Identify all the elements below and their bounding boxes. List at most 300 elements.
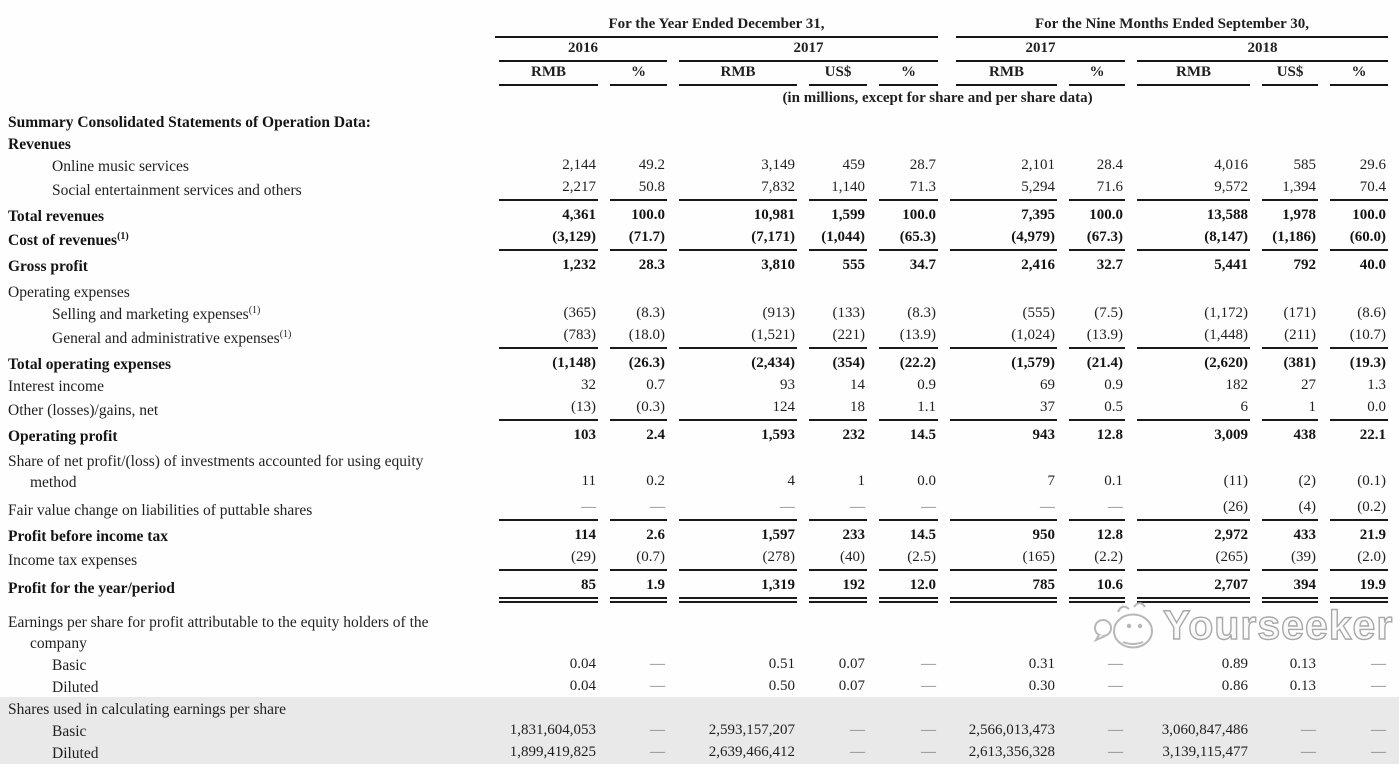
row-label: Profit for the year/period bbox=[8, 580, 175, 597]
value-cell: (365) bbox=[563, 305, 596, 321]
value-cell bbox=[867, 133, 938, 155]
value-cell: — bbox=[850, 722, 865, 738]
value-cell: (1,579) bbox=[1011, 355, 1056, 371]
value-cell: (3,129) bbox=[487, 227, 598, 251]
value-cell: (165) bbox=[938, 547, 1057, 571]
value-cell: 40.0 bbox=[1359, 257, 1387, 273]
value-cell bbox=[938, 698, 1057, 720]
value-cell: 950 bbox=[1032, 527, 1056, 543]
value-cell: 4,361 bbox=[562, 207, 596, 223]
value-cell: 0.86 bbox=[1221, 678, 1249, 694]
value-cell: — bbox=[921, 744, 937, 760]
value-cell: (7.5) bbox=[1094, 305, 1124, 321]
row-label: Diluted bbox=[52, 745, 99, 762]
value-cell: 14.5 bbox=[909, 527, 937, 543]
value-cell: — bbox=[1057, 493, 1125, 521]
value-cell: 29.6 bbox=[1359, 157, 1387, 173]
value-cell: 28.7 bbox=[909, 157, 937, 173]
value-cell: (2,620) bbox=[1204, 355, 1249, 371]
value-cell bbox=[1318, 111, 1388, 133]
value-cell: — bbox=[650, 656, 665, 672]
value-cell: 0.0 bbox=[1318, 397, 1388, 421]
value-cell: 12.0 bbox=[867, 571, 938, 599]
table-header bbox=[8, 14, 1388, 111]
value-cell: 18 bbox=[797, 397, 867, 421]
row-label: Revenues bbox=[8, 136, 71, 153]
value-cell: 5,441 bbox=[1214, 257, 1249, 273]
value-cell: 2.4 bbox=[646, 427, 665, 443]
value-cell: 22.1 bbox=[1359, 427, 1387, 443]
table-row bbox=[8, 571, 1388, 599]
value-cell: (1,148) bbox=[552, 355, 596, 371]
value-cell: 433 bbox=[1293, 527, 1317, 543]
value-cell: 2,639,466,412 bbox=[708, 744, 795, 760]
value-cell: — bbox=[1301, 744, 1317, 760]
value-cell: 0.5 bbox=[1057, 397, 1125, 421]
table-row bbox=[8, 349, 1388, 375]
value-cell: 2,613,356,328 bbox=[968, 744, 1056, 760]
value-cell: 11 bbox=[581, 473, 596, 489]
value-cell: 1,394 bbox=[1250, 177, 1318, 201]
row-label: Cost of revenues$^{(1)}$ bbox=[8, 230, 129, 249]
value-cell bbox=[1057, 133, 1125, 155]
value-cell: (211) bbox=[1250, 325, 1318, 349]
value-cell bbox=[1250, 133, 1318, 155]
year-header: 2016 bbox=[487, 38, 667, 62]
table-row bbox=[8, 676, 1388, 698]
value-cell: 3,149 bbox=[761, 157, 795, 173]
value-cell bbox=[667, 133, 797, 155]
label-column-spacer bbox=[8, 62, 487, 86]
value-cell: 124 bbox=[667, 397, 797, 421]
table-row bbox=[8, 654, 1388, 676]
value-cell bbox=[797, 277, 867, 303]
value-cell bbox=[667, 698, 797, 720]
value-cell: 2,144 bbox=[562, 157, 596, 173]
value-cell: — bbox=[1371, 722, 1387, 738]
value-cell: 1.9 bbox=[598, 571, 667, 599]
value-cell: 0.13 bbox=[1289, 678, 1317, 694]
value-cell: 1,597 bbox=[761, 527, 795, 543]
value-cell: — bbox=[650, 678, 665, 694]
value-cell bbox=[938, 277, 1057, 303]
value-cell: — bbox=[650, 744, 665, 760]
table-row bbox=[8, 698, 1388, 720]
row-label: Social entertainment services and others bbox=[52, 182, 302, 199]
value-cell: 192 bbox=[797, 571, 867, 599]
value-cell: 70.4 bbox=[1318, 177, 1388, 201]
column-header-pct: % bbox=[867, 62, 938, 86]
value-cell: (381) bbox=[1283, 355, 1317, 371]
value-cell: 32.7 bbox=[1096, 257, 1124, 273]
value-cell: 4 bbox=[787, 473, 795, 489]
value-cell bbox=[1125, 111, 1250, 133]
value-cell: 1.3 bbox=[1367, 377, 1387, 393]
row-label: Basic bbox=[52, 657, 87, 674]
value-cell bbox=[667, 111, 797, 133]
value-cell: 3,139,115,477 bbox=[1162, 744, 1249, 760]
value-cell: 1.1 bbox=[867, 397, 938, 421]
yourseeker-logo-text: Yourseeker bbox=[1163, 601, 1394, 648]
value-cell: (278) bbox=[667, 547, 797, 571]
value-cell bbox=[1057, 599, 1125, 654]
value-cell: (2.5) bbox=[867, 547, 938, 571]
value-cell bbox=[797, 133, 867, 155]
value-cell bbox=[598, 133, 667, 155]
value-cell: 7,832 bbox=[667, 177, 797, 201]
value-cell bbox=[487, 277, 598, 303]
value-cell: 100.0 bbox=[1089, 207, 1124, 223]
table-row bbox=[8, 111, 1388, 133]
row-label: Earnings per share for profit attributable to the equity holders of the company bbox=[8, 614, 429, 652]
table-body bbox=[8, 111, 1388, 764]
value-cell bbox=[487, 111, 598, 133]
label-column-spacer bbox=[8, 38, 487, 62]
value-cell bbox=[598, 599, 667, 654]
row-label: Summary Consolidated Statements of Operation Data: bbox=[8, 114, 371, 131]
table-row bbox=[8, 421, 1388, 447]
value-cell: (19.3) bbox=[1349, 355, 1387, 371]
value-cell: 14 bbox=[850, 377, 865, 393]
value-cell: 37 bbox=[938, 397, 1057, 421]
value-cell: 2,707 bbox=[1125, 571, 1250, 599]
value-cell: (4,979) bbox=[938, 227, 1057, 251]
value-cell: 2,566,013,473 bbox=[968, 722, 1056, 738]
value-cell: 14.5 bbox=[909, 427, 937, 443]
value-cell bbox=[1318, 599, 1388, 654]
value-cell bbox=[487, 133, 598, 155]
row-label: General and administrative expenses$^{(1)}$ bbox=[52, 328, 292, 347]
row-label: Diluted bbox=[52, 679, 99, 696]
value-cell: — bbox=[487, 493, 598, 521]
column-header-pct: % bbox=[598, 62, 667, 86]
label-column-spacer bbox=[8, 14, 487, 38]
table-row bbox=[8, 375, 1388, 397]
value-cell: 0.07 bbox=[838, 656, 865, 672]
value-cell: 1,140 bbox=[797, 177, 867, 201]
value-cell: 1,899,419,825 bbox=[509, 744, 596, 760]
value-cell bbox=[797, 599, 867, 654]
value-cell: (11) bbox=[1223, 473, 1249, 489]
value-cell bbox=[938, 111, 1057, 133]
value-cell: 13,588 bbox=[1206, 207, 1249, 223]
value-cell: 93 bbox=[780, 377, 795, 393]
value-cell: — bbox=[1371, 656, 1387, 672]
value-cell: (8.6) bbox=[1357, 305, 1387, 321]
value-cell: 0.89 bbox=[1221, 656, 1249, 672]
value-cell: 0.0 bbox=[917, 473, 937, 489]
value-cell bbox=[667, 277, 797, 303]
value-cell bbox=[1057, 111, 1125, 133]
value-cell: 5,294 bbox=[938, 177, 1057, 201]
row-label: Share of net profit/(loss) of investments accounted for using equity method bbox=[8, 453, 424, 491]
value-cell: (555) bbox=[1022, 305, 1056, 321]
value-cell: (8.3) bbox=[907, 305, 937, 321]
value-cell: 1,319 bbox=[667, 571, 797, 599]
value-cell: 1,831,604,053 bbox=[509, 722, 596, 738]
value-cell: 182 bbox=[1225, 377, 1249, 393]
column-header-pct: % bbox=[1318, 62, 1388, 86]
value-cell: 32 bbox=[581, 377, 596, 393]
value-cell: (221) bbox=[797, 325, 867, 349]
value-cell: (265) bbox=[1125, 547, 1250, 571]
value-cell: 0.30 bbox=[1028, 678, 1056, 694]
value-cell: 2,101 bbox=[1021, 157, 1056, 173]
value-cell: (1,172) bbox=[1204, 305, 1249, 321]
table-row bbox=[8, 742, 1388, 764]
table-row bbox=[8, 720, 1388, 742]
row-label: Basic bbox=[52, 723, 87, 740]
table-row bbox=[8, 201, 1388, 227]
value-cell: 459 bbox=[842, 157, 865, 173]
value-cell: 2,593,157,207 bbox=[708, 722, 795, 738]
value-cell: 103 bbox=[573, 427, 596, 443]
value-cell: 34.7 bbox=[909, 257, 937, 273]
value-cell: 100.0 bbox=[1352, 207, 1387, 223]
value-cell: (10.7) bbox=[1318, 325, 1388, 349]
value-cell bbox=[598, 277, 667, 303]
value-cell: 0.2 bbox=[646, 473, 665, 489]
row-label: Interest income bbox=[8, 378, 104, 395]
value-cell: 0.9 bbox=[917, 377, 937, 393]
row-label: Total revenues bbox=[8, 208, 105, 225]
value-cell: — bbox=[598, 493, 667, 521]
value-cell: 0.31 bbox=[1028, 656, 1056, 672]
row-label: Other (losses)/gains, net bbox=[8, 402, 159, 419]
row-label: Selling and marketing expenses$^{(1)}$ bbox=[52, 304, 261, 323]
row-label: Operating expenses bbox=[8, 284, 130, 301]
value-cell: (2.2) bbox=[1057, 547, 1125, 571]
value-cell: 0.13 bbox=[1289, 656, 1317, 672]
value-cell: 1 bbox=[1250, 397, 1318, 421]
value-cell: (1,044) bbox=[797, 227, 867, 251]
value-cell: — bbox=[1108, 744, 1124, 760]
value-cell: 3,810 bbox=[761, 257, 795, 273]
value-cell: (26.3) bbox=[628, 355, 665, 371]
row-label: Income tax expenses bbox=[8, 552, 138, 569]
value-cell: 49.2 bbox=[638, 157, 665, 173]
value-cell bbox=[867, 277, 938, 303]
value-cell: 3,009 bbox=[1214, 427, 1249, 443]
value-cell: 394 bbox=[1250, 571, 1318, 599]
value-cell: 28.4 bbox=[1096, 157, 1124, 173]
year-header: 2017 bbox=[667, 38, 938, 62]
value-cell: (0.3) bbox=[598, 397, 667, 421]
value-cell bbox=[598, 698, 667, 720]
operations-data-table bbox=[8, 14, 1388, 764]
value-cell: 0.9 bbox=[1104, 377, 1124, 393]
value-cell bbox=[1125, 277, 1250, 303]
value-cell: 1,599 bbox=[831, 207, 865, 223]
row-label: Fair value change on liabilities of puttable shares bbox=[8, 502, 313, 519]
column-header-rmb: RMB bbox=[938, 62, 1057, 86]
value-cell: (4) bbox=[1250, 493, 1318, 521]
value-cell: (21.4) bbox=[1086, 355, 1124, 371]
value-cell: — bbox=[1371, 744, 1387, 760]
value-cell bbox=[1125, 698, 1250, 720]
value-cell: 1 bbox=[857, 473, 865, 489]
value-cell: (913) bbox=[762, 305, 795, 321]
value-cell: (22.2) bbox=[899, 355, 937, 371]
value-cell: (13) bbox=[487, 397, 598, 421]
value-cell: — bbox=[797, 493, 867, 521]
table-row bbox=[8, 303, 1388, 325]
value-cell: 12.8 bbox=[1096, 527, 1124, 543]
value-cell: — bbox=[1108, 656, 1124, 672]
value-cell: — bbox=[1108, 678, 1124, 694]
column-header-rmb: RMB bbox=[1125, 62, 1250, 86]
value-cell: 555 bbox=[842, 257, 865, 273]
column-header-pct: % bbox=[1057, 62, 1125, 86]
value-cell: 792 bbox=[1293, 257, 1317, 273]
value-cell bbox=[797, 698, 867, 720]
row-label: Operating profit bbox=[8, 428, 118, 445]
value-cell bbox=[1318, 698, 1388, 720]
year-header: 2017 bbox=[938, 38, 1125, 62]
row-label: Total operating expenses bbox=[8, 356, 172, 373]
value-cell: 10.6 bbox=[1057, 571, 1125, 599]
value-cell: 785 bbox=[938, 571, 1057, 599]
value-cell: 438 bbox=[1293, 427, 1317, 443]
table-row bbox=[8, 177, 1388, 201]
value-cell: 232 bbox=[842, 427, 865, 443]
value-cell: (8,147) bbox=[1125, 227, 1250, 251]
value-cell: 71.3 bbox=[867, 177, 938, 201]
value-cell: 12.8 bbox=[1096, 427, 1124, 443]
value-cell: (13.9) bbox=[867, 325, 938, 349]
value-cell bbox=[1250, 698, 1318, 720]
value-cell: (8.3) bbox=[636, 305, 665, 321]
row-label: Online music services bbox=[52, 158, 189, 175]
value-cell: 114 bbox=[574, 527, 596, 543]
value-cell: 0.04 bbox=[569, 656, 596, 672]
value-cell: (40) bbox=[797, 547, 867, 571]
value-cell: 3,060,847,486 bbox=[1161, 722, 1249, 738]
value-cell: — bbox=[921, 656, 937, 672]
value-cell: (1,521) bbox=[667, 325, 797, 349]
value-cell: — bbox=[938, 493, 1057, 521]
row-label: Shares used in calculating earnings per share bbox=[8, 701, 287, 718]
value-cell: (18.0) bbox=[598, 325, 667, 349]
value-cell: — bbox=[850, 744, 865, 760]
table-row bbox=[8, 325, 1388, 349]
column-header-rmb: RMB bbox=[667, 62, 797, 86]
value-cell bbox=[487, 698, 598, 720]
value-cell bbox=[867, 111, 938, 133]
table-row bbox=[8, 227, 1388, 251]
value-cell bbox=[1125, 599, 1250, 654]
value-cell: 2.6 bbox=[646, 527, 665, 543]
value-cell: — bbox=[1371, 678, 1387, 694]
table-row bbox=[8, 251, 1388, 277]
value-cell: 2,217 bbox=[487, 177, 598, 201]
value-cell: (2,434) bbox=[751, 355, 795, 371]
value-cell: (26) bbox=[1125, 493, 1250, 521]
value-cell bbox=[867, 599, 938, 654]
value-cell: 0.04 bbox=[569, 678, 596, 694]
value-cell: 0.07 bbox=[838, 678, 865, 694]
table-row bbox=[8, 521, 1388, 547]
value-cell: (60.0) bbox=[1318, 227, 1388, 251]
value-cell: (0.7) bbox=[598, 547, 667, 571]
value-cell bbox=[1057, 277, 1125, 303]
label-column-spacer bbox=[8, 86, 487, 111]
value-cell: 69 bbox=[1040, 377, 1056, 393]
table-row bbox=[8, 447, 1388, 493]
value-cell bbox=[667, 599, 797, 654]
value-cell: 0.51 bbox=[768, 656, 795, 672]
value-cell: — bbox=[667, 493, 797, 521]
value-cell: 50.8 bbox=[598, 177, 667, 201]
period-group-title: For the Nine Months Ended September 30, bbox=[938, 14, 1388, 38]
value-cell: 19.9 bbox=[1318, 571, 1388, 599]
value-cell bbox=[1318, 133, 1388, 155]
value-cell: 7 bbox=[1047, 473, 1056, 489]
value-cell bbox=[867, 698, 938, 720]
value-cell: (1,024) bbox=[938, 325, 1057, 349]
value-cell: — bbox=[1301, 722, 1317, 738]
value-cell: 1,593 bbox=[761, 427, 795, 443]
value-cell bbox=[1057, 698, 1125, 720]
value-cell: 21.9 bbox=[1359, 527, 1387, 543]
value-cell: 4,016 bbox=[1214, 157, 1249, 173]
row-label: Profit before income tax bbox=[8, 528, 168, 545]
value-cell: (2.0) bbox=[1318, 547, 1388, 571]
value-cell: — bbox=[921, 722, 937, 738]
value-cell bbox=[1250, 277, 1318, 303]
value-cell: (13.9) bbox=[1057, 325, 1125, 349]
table-row bbox=[8, 397, 1388, 421]
value-cell bbox=[487, 599, 598, 654]
value-cell: (71.7) bbox=[598, 227, 667, 251]
value-cell: (171) bbox=[1283, 305, 1317, 321]
value-cell: — bbox=[650, 722, 665, 738]
period-group-title: For the Year Ended December 31, bbox=[487, 14, 938, 38]
column-header-rmb: RMB bbox=[487, 62, 598, 86]
value-cell: (133) bbox=[832, 305, 865, 321]
value-cell: — bbox=[1108, 722, 1124, 738]
value-cell: 0.1 bbox=[1104, 473, 1124, 489]
value-cell: (0.2) bbox=[1318, 493, 1388, 521]
value-cell: 27 bbox=[1301, 377, 1317, 393]
value-cell: — bbox=[921, 678, 937, 694]
value-cell: 7,395 bbox=[1021, 207, 1056, 223]
value-cell: 71.6 bbox=[1057, 177, 1125, 201]
value-cell: 100.0 bbox=[631, 207, 665, 223]
value-cell: 6 bbox=[1125, 397, 1250, 421]
value-cell: (2) bbox=[1298, 473, 1317, 489]
column-header-usd: US$ bbox=[797, 62, 867, 86]
value-cell: 2,972 bbox=[1214, 527, 1249, 543]
value-cell: 85 bbox=[487, 571, 598, 599]
row-label: Gross profit bbox=[8, 258, 88, 275]
table-row bbox=[8, 599, 1388, 654]
table-row bbox=[8, 493, 1388, 521]
value-cell bbox=[797, 111, 867, 133]
value-cell: (1,186) bbox=[1250, 227, 1318, 251]
table-row bbox=[8, 547, 1388, 571]
value-cell bbox=[938, 133, 1057, 155]
value-cell: 0.7 bbox=[646, 377, 665, 393]
value-cell: 233 bbox=[842, 527, 865, 543]
value-cell: (39) bbox=[1250, 547, 1318, 571]
table-row bbox=[8, 277, 1388, 303]
value-cell: 28.3 bbox=[638, 257, 665, 273]
value-cell: (65.3) bbox=[867, 227, 938, 251]
value-cell bbox=[1250, 599, 1318, 654]
table-row bbox=[8, 155, 1388, 177]
value-cell: 9,572 bbox=[1125, 177, 1250, 201]
